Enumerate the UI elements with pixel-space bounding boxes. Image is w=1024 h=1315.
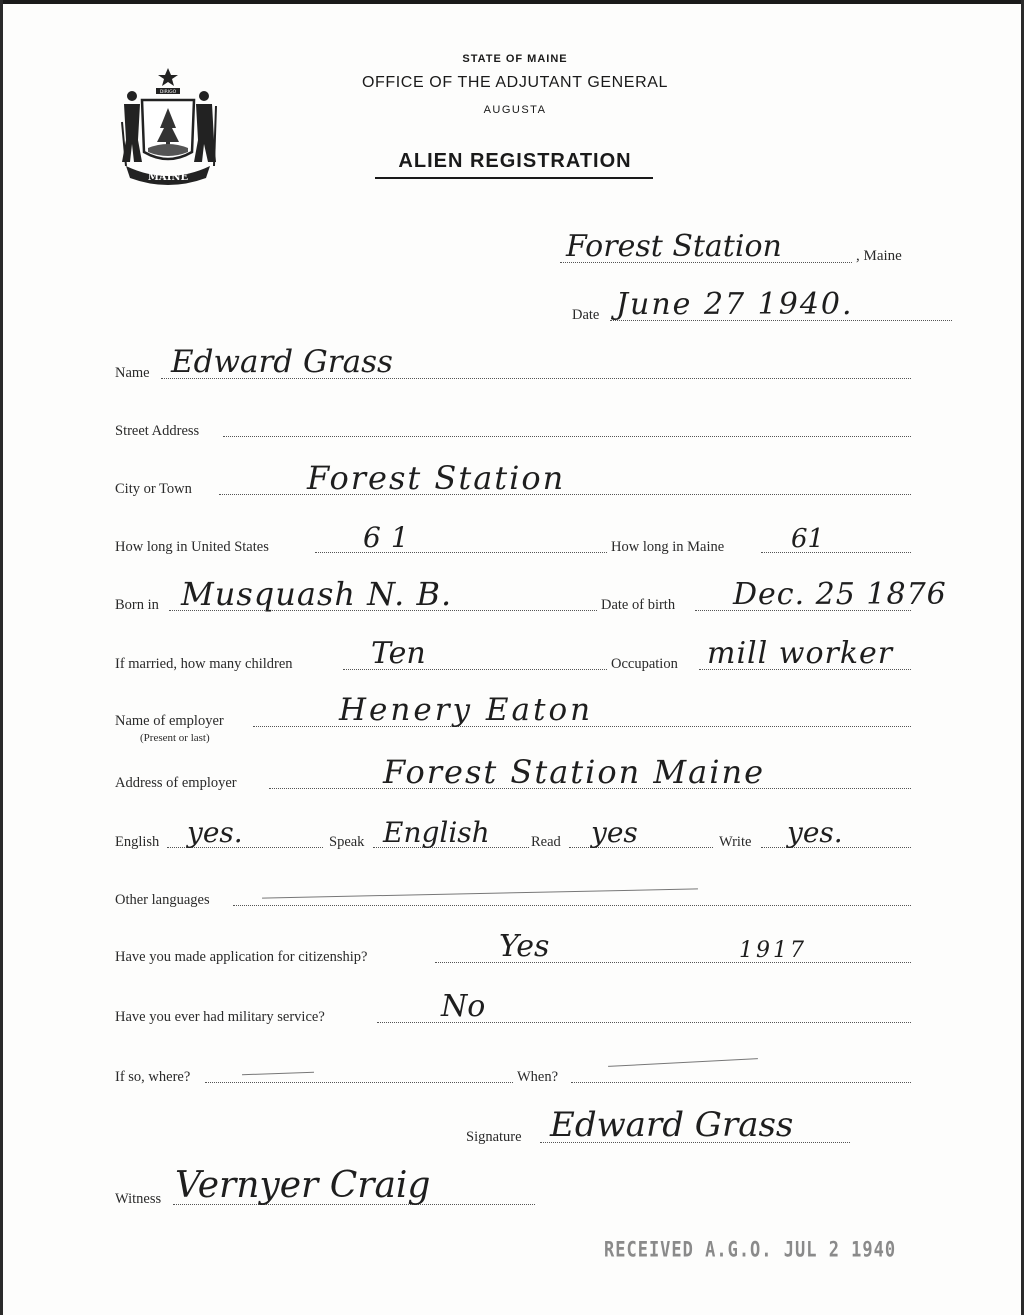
city-label: City or Town [115,480,192,497]
city-value: Forest Station [307,459,566,497]
other-languages-row [115,873,911,907]
maine-state-seal-icon [112,62,224,190]
signature-label: Signature [466,1128,522,1145]
location-row [560,230,920,264]
born-in-value: Musquash N. B. [181,575,453,613]
occupation-value: mill worker [707,636,894,671]
scan-edge-left [0,0,3,1315]
date-of-birth-value: Dec. 25 1876 [733,577,947,612]
street-label: Street Address [115,422,200,439]
seal-motto: DIRIGO [159,90,177,95]
citizenship-year: 1917 [739,938,807,963]
children-row [115,637,911,671]
date-label: Date [572,306,600,323]
name-value: Edward Grass [171,344,393,380]
english-value: yes. [187,816,243,849]
header-office: OFFICE OF THE ADJUTANT GENERAL [361,74,669,91]
seal-banner: MAINE [147,172,189,183]
how-long-maine-label: How long in Maine [611,538,725,555]
date-row [572,288,972,322]
speak-value: English [383,816,490,849]
employer-value: Henery Eaton [339,692,594,728]
name-row [115,346,911,380]
signature-value: Edward Grass [550,1105,794,1145]
location-suffix: , Maine [856,248,902,264]
when-label: When? [517,1068,559,1085]
street-row [115,404,911,438]
citizenship-row [115,930,911,964]
other-languages-label: Other languages [115,891,210,908]
how-long-maine-value: 61 [791,524,825,554]
service-row [115,1050,911,1084]
citizenship-label: Have you made application for citizenship? [115,948,368,965]
english-label: English [115,833,160,850]
read-value: yes [591,816,638,849]
employer-address-label: Address of employer [115,774,237,791]
military-value: No [441,989,486,1024]
where-label: If so, where? [115,1068,191,1085]
date-of-birth-label: Date of birth [601,596,676,613]
employer-sublabel: (Present or last) [140,732,210,744]
birth-row [115,575,947,613]
title-underline [375,177,653,179]
witness-label: Witness [115,1190,162,1207]
witness-row [115,1165,535,1207]
born-in-label: Born in [115,596,159,613]
witness-value: Vernyer Craig [175,1165,431,1206]
name-label: Name [115,364,150,381]
write-label: Write [719,833,752,850]
location-value: Forest Station [566,229,782,264]
children-label: If married, how many children [115,655,293,672]
employer-address-value: Forest Station Maine [383,753,766,791]
citizenship-value: Yes [499,929,550,964]
employer-label: Name of employer [115,712,224,729]
how-long-us-label: How long in United States [115,538,269,555]
read-label: Read [531,833,561,850]
date-value: June 27 1940. [616,287,854,322]
language-row [115,815,911,849]
form-title: ALIEN REGISTRATION [398,150,632,172]
how-long-us-value: 61 [363,521,419,554]
header-city: AUGUSTA [483,104,547,116]
signature-row [466,1105,850,1145]
military-row [115,990,911,1024]
employer-row [115,694,911,728]
children-value: Ten [371,636,426,671]
speak-label: Speak [329,833,365,850]
employer-address-row [115,753,911,791]
scan-edge-top [0,0,1024,4]
write-value: yes. [787,816,843,849]
header-state: STATE OF MAINE [462,53,568,65]
occupation-label: Occupation [611,655,678,672]
received-stamp: RECEIVED A.G.O. JUL 2 1940 [604,1237,897,1263]
military-label: Have you ever had military service? [115,1008,325,1025]
residence-row [115,520,911,554]
city-row [115,459,911,497]
